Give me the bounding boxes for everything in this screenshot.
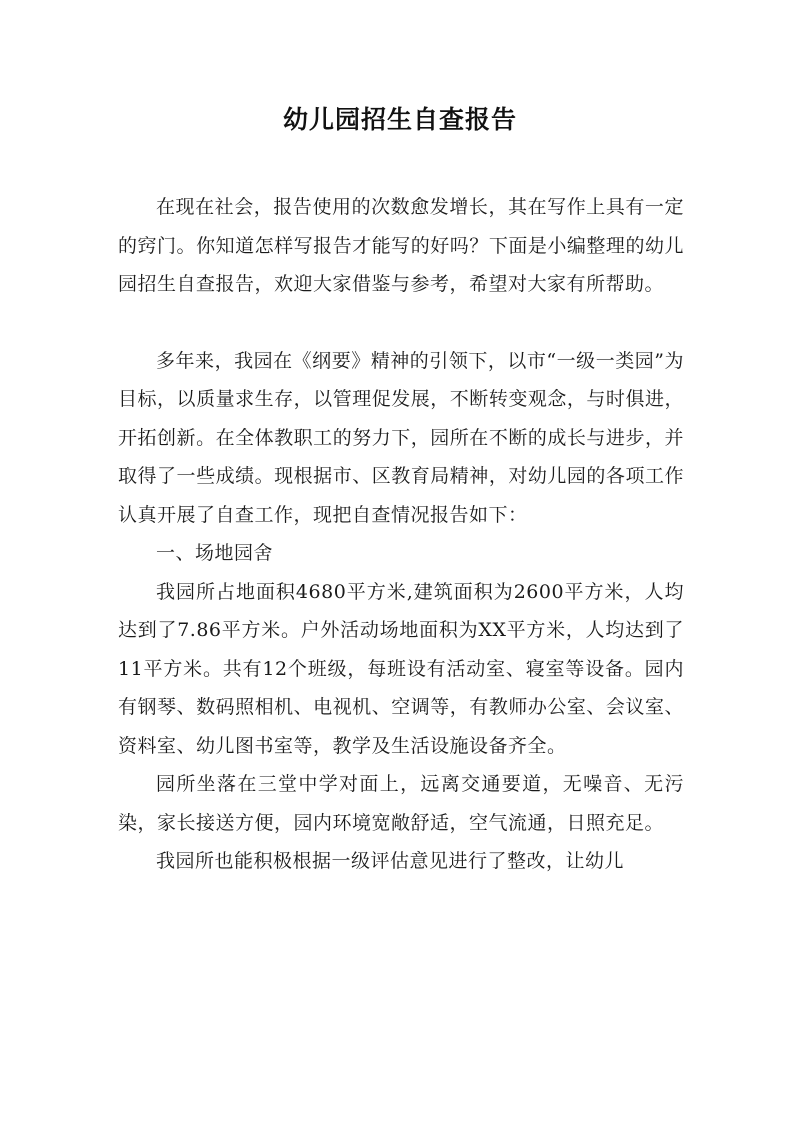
document-body — [118, 188, 684, 881]
body-paragraph: 我园所占地面积4680平方米,建筑面积为2600平方米，人均达到了7.86平方米。户外活动场地面积为XX平方米，人均达到了11平方米。共有12个班级，每班设有活动室、寝室等设备。园内有钢琴、数码照相机、电视机、空调等，有教师办公室、会议室、资料室、幼儿图书室等，教学及生活设施设备齐全。 — [118, 580, 684, 757]
body-paragraph: 园所坐落在三堂中学对面上，远离交通要道，无噪音、无污染，家长接送方便，园内环境宽敞舒适，空气流通，日照充足。 — [118, 773, 684, 834]
body-paragraph: 我园所也能积极根据一级评估意见进行了整改，让幼儿 — [156, 850, 625, 872]
body-paragraph: 多年来，我园在《纲要》精神的引领下，以市“一级一类园”为目标，以质量求生存，以管理促发展，不断转变观念，与时俱进，开拓创新。在全体教职工的努力下，园所在不断的成长与进步，并取得了一些成绩。现根据市、区教育局精神，对幼儿园的各项工作认真开展了自查工作，现把自查情况报告如下： — [118, 349, 684, 526]
section-heading: 一、场地园舍 — [156, 542, 274, 564]
intro-paragraph: 在现在社会，报告使用的次数愈发增长，其在写作上具有一定的窍门。你知道怎样写报告才能写的好吗？下面是小编整理的幼儿园招生自查报告，欢迎大家借鉴与参考，希望对大家有所帮助。 — [118, 196, 684, 295]
document-title: 幼儿园招生自查报告 — [282, 105, 517, 134]
